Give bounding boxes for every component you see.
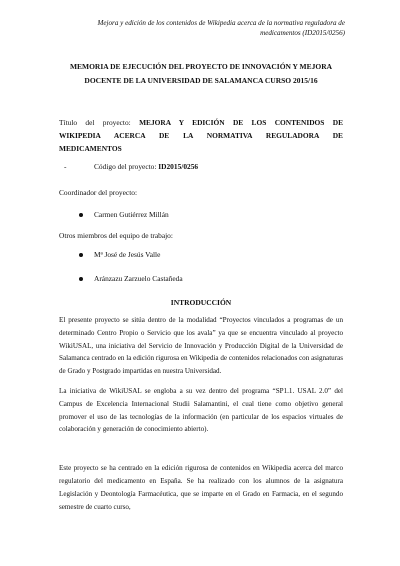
project-title-block [59, 116, 343, 129]
team-member-name: Mª José de Jesús Valle [94, 250, 161, 259]
bullet-icon [79, 213, 83, 217]
coordinator-name: Carmen Gutiérrez Millán [94, 210, 169, 219]
coordinator-label: Coordinador del proyecto: [59, 188, 137, 197]
header-line-1: Mejora y edición de los contenidos de Wikipedia acerca de la normativa reguladora de [97, 19, 345, 27]
project-code-line [59, 161, 343, 173]
list-item [59, 249, 343, 261]
document-title [59, 60, 343, 88]
running-header [59, 18, 345, 38]
project-title-line-3: MEDICAMENTOS [59, 144, 122, 153]
list-item [59, 209, 343, 221]
dash-bullet: - [64, 162, 67, 171]
title-line-2: DOCENTE DE LA UNIVERSIDAD DE SALAMANCA CURSO 2015/16 [84, 76, 318, 85]
team-list [59, 249, 343, 285]
team-label: Otros miembros del equipo de trabajo: [59, 231, 173, 240]
project-title-label: Título del proyecto: [59, 118, 131, 127]
team-member-name: Aránzazu Zarzuelo Castañeda [94, 274, 183, 283]
project-code-value: ID2015/0256 [158, 162, 199, 171]
project-title-line-2: WIKIPEDIA ACERCA DE LA NORMATIVA REGULADORA DE [59, 131, 343, 140]
project-code-label: Código del proyecto: [94, 162, 157, 171]
intro-paragraph-1: El presente proyecto se sitúa dentro de la modalidad “Proyectos vinculados a programas de un determinado Centro Propio o Servicio que los avala” ya que se encuentra vinculado al proyecto WikiUSAL, una iniciativa del Servicio de Innovación y Producción Digital de la Universidad de Salamanca centrado en la edición rigurosa en Wikipedia de contenidos relacionados con asignaturas de Grado y Postgrado impartidas en nuestra Universidad. [59, 316, 343, 376]
project-title-line-2-row [59, 129, 343, 142]
intro-paragraph-2: La iniciativa de WikiUSAL se engloba a su vez dentro del programa “SP1.1. USAL 2.0” del Campus de Excelencia Internacional Studii Salamantini, el cual tiene como objetivo general promover el uso de las tecnologías de la información (en particular de los espacios virtuales de colaboración y generación de conocimiento abierto). [59, 386, 343, 434]
intro-heading: INTRODUCCIÓN [170, 298, 232, 307]
coordinator-list [59, 209, 343, 221]
header-line-2: medicamentos (ID2015/0256) [260, 29, 345, 37]
bullet-icon [79, 277, 83, 281]
title-line-1: MEMORIA DE EJECUCIÓN DEL PROYECTO DE INNOVACIÓN Y MEJORA [69, 62, 333, 71]
project-title-line-1: MEJORA Y EDICIÓN DE LOS CONTENIDOS DE [139, 118, 343, 127]
bullet-icon [79, 253, 83, 257]
list-item [59, 273, 343, 285]
intro-paragraph-3: Este proyecto se ha centrado en la edición rigurosa de contenidos en Wikipedia acerca del marco regulatorio del medicamento en España. Se ha realizado con los alumnos de la asignatura Legislación y Deontología Farmacéutica, que se imparte en el Grado en Farmacia, en el segundo semestre de cuarto curso, [59, 464, 343, 511]
